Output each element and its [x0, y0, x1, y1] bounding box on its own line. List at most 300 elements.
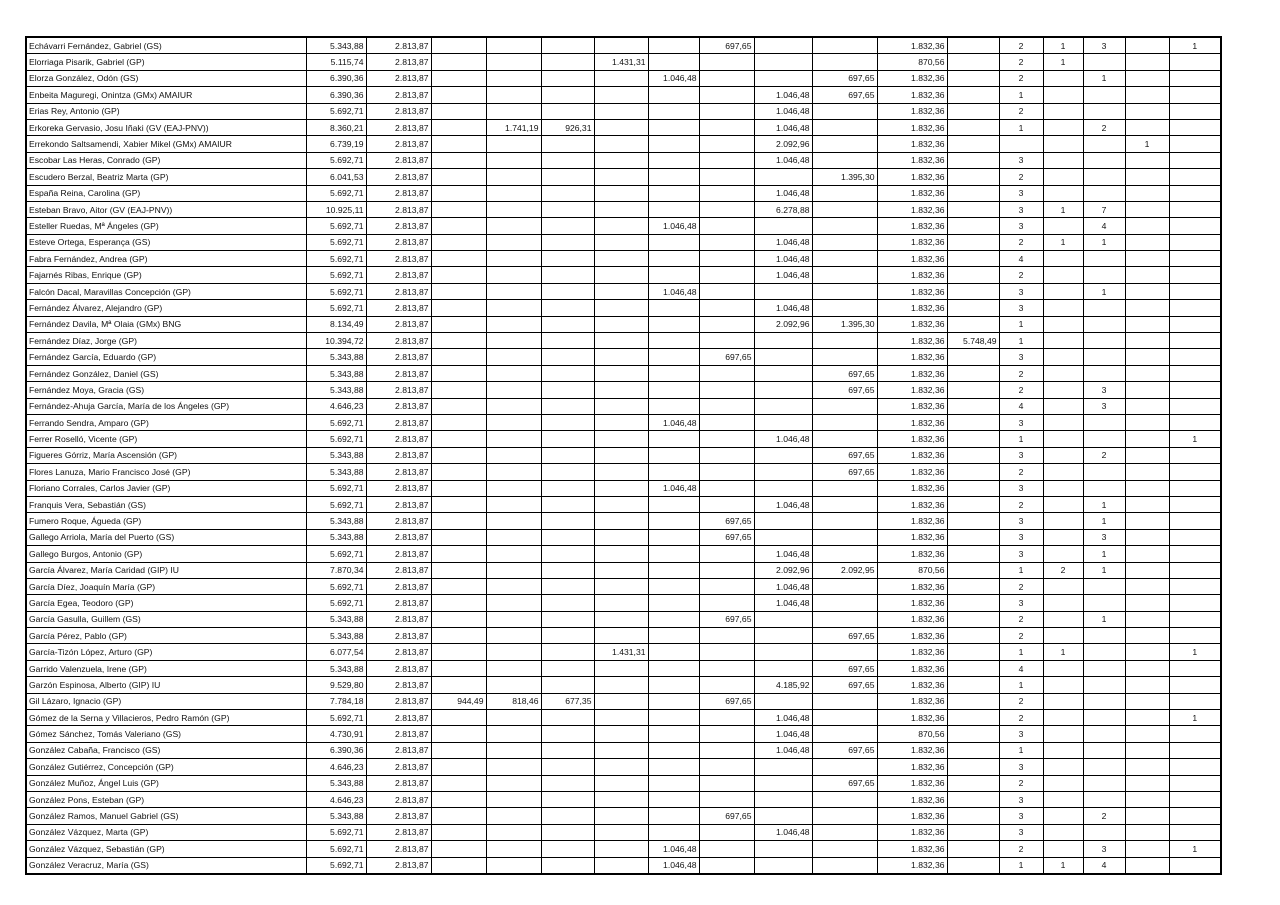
value-cell-col-8 [699, 218, 754, 234]
value-cell-col-16 [1125, 496, 1169, 512]
value-cell-col-16 [1125, 759, 1169, 775]
value-cell-col-4 [486, 54, 541, 70]
value-cell-col-11: 1.832,36 [877, 136, 947, 152]
deputy-name-cell: Floriano Corrales, Carlos Javier (GP) [26, 480, 306, 496]
value-cell-col-1: 5.692,71 [306, 480, 366, 496]
value-cell-col-4 [486, 546, 541, 562]
table-row [26, 152, 1221, 168]
value-cell-col-4 [486, 87, 541, 103]
value-cell-col-12 [947, 611, 999, 627]
deputy-name-cell: González Cabaña, Francisco (GS) [26, 742, 306, 758]
value-cell-col-12 [947, 283, 999, 299]
value-cell-col-10 [812, 644, 877, 660]
value-cell-col-3 [431, 660, 486, 676]
value-cell-col-16 [1125, 300, 1169, 316]
value-cell-col-17 [1169, 382, 1221, 398]
value-cell-col-13: 3 [999, 218, 1043, 234]
value-cell-col-7 [648, 578, 699, 594]
value-cell-col-7 [648, 136, 699, 152]
value-cell-col-3 [431, 464, 486, 480]
value-cell-col-8 [699, 496, 754, 512]
value-cell-col-5 [541, 595, 594, 611]
value-cell-col-11: 1.832,36 [877, 480, 947, 496]
value-cell-col-7 [648, 791, 699, 807]
value-cell-col-2: 2.813,87 [366, 693, 431, 709]
value-cell-col-12 [947, 824, 999, 840]
value-cell-col-12 [947, 37, 999, 54]
value-cell-col-8 [699, 414, 754, 430]
value-cell-col-12 [947, 644, 999, 660]
value-cell-col-7: 1.046,48 [648, 480, 699, 496]
value-cell-col-7 [648, 365, 699, 381]
value-cell-col-16 [1125, 611, 1169, 627]
value-cell-col-14 [1043, 546, 1083, 562]
value-cell-col-13: 3 [999, 185, 1043, 201]
value-cell-col-16 [1125, 152, 1169, 168]
value-cell-col-8 [699, 54, 754, 70]
value-cell-col-2: 2.813,87 [366, 808, 431, 824]
value-cell-col-10 [812, 103, 877, 119]
value-cell-col-2: 2.813,87 [366, 529, 431, 545]
value-cell-col-7 [648, 349, 699, 365]
value-cell-col-11: 1.832,36 [877, 398, 947, 414]
value-cell-col-5 [541, 742, 594, 758]
value-cell-col-7 [648, 742, 699, 758]
value-cell-col-1: 5.692,71 [306, 414, 366, 430]
value-cell-col-3 [431, 398, 486, 414]
value-cell-col-1: 5.692,71 [306, 103, 366, 119]
value-cell-col-13: 2 [999, 775, 1043, 791]
value-cell-col-3 [431, 152, 486, 168]
value-cell-col-6 [594, 513, 648, 529]
value-cell-col-2: 2.813,87 [366, 677, 431, 693]
value-cell-col-4 [486, 628, 541, 644]
value-cell-col-8 [699, 300, 754, 316]
value-cell-col-6 [594, 218, 648, 234]
value-cell-col-10 [812, 119, 877, 135]
value-cell-col-3 [431, 513, 486, 529]
value-cell-col-16 [1125, 513, 1169, 529]
value-cell-col-1: 5.692,71 [306, 251, 366, 267]
value-cell-col-2: 2.813,87 [366, 398, 431, 414]
value-cell-col-2: 2.813,87 [366, 87, 431, 103]
value-cell-col-15: 4 [1083, 857, 1125, 874]
value-cell-col-4 [486, 496, 541, 512]
value-cell-col-16 [1125, 185, 1169, 201]
value-cell-col-10 [812, 759, 877, 775]
value-cell-col-17 [1169, 824, 1221, 840]
value-cell-col-3 [431, 611, 486, 627]
deputy-name-cell: González Ramos, Manuel Gabriel (GS) [26, 808, 306, 824]
value-cell-col-7 [648, 464, 699, 480]
value-cell-col-15 [1083, 742, 1125, 758]
value-cell-col-4 [486, 841, 541, 857]
value-cell-col-5 [541, 464, 594, 480]
table-row [26, 54, 1221, 70]
value-cell-col-9 [754, 447, 812, 463]
value-cell-col-4: 1.741,19 [486, 119, 541, 135]
value-cell-col-4 [486, 578, 541, 594]
deputy-name-cell: Escudero Berzal, Beatriz Marta (GP) [26, 169, 306, 185]
value-cell-col-15: 3 [1083, 37, 1125, 54]
value-cell-col-6 [594, 169, 648, 185]
value-cell-col-6 [594, 546, 648, 562]
value-cell-col-3 [431, 365, 486, 381]
value-cell-col-2: 2.813,87 [366, 595, 431, 611]
value-cell-col-1: 4.646,23 [306, 398, 366, 414]
value-cell-col-14 [1043, 710, 1083, 726]
value-cell-col-8: 697,65 [699, 37, 754, 54]
value-cell-col-12 [947, 578, 999, 594]
value-cell-col-7 [648, 201, 699, 217]
value-cell-col-5 [541, 611, 594, 627]
value-cell-col-13: 2 [999, 37, 1043, 54]
deputy-name-cell: Erias Rey, Antonio (GP) [26, 103, 306, 119]
value-cell-col-10 [812, 808, 877, 824]
value-cell-col-4 [486, 333, 541, 349]
value-cell-col-11: 1.832,36 [877, 710, 947, 726]
value-cell-col-7 [648, 152, 699, 168]
value-cell-col-9 [754, 283, 812, 299]
value-cell-col-11: 1.832,36 [877, 660, 947, 676]
value-cell-col-5 [541, 201, 594, 217]
value-cell-col-15 [1083, 710, 1125, 726]
table-row [26, 578, 1221, 594]
deputy-name-cell: Fernández Díaz, Jorge (GP) [26, 333, 306, 349]
value-cell-col-5 [541, 759, 594, 775]
value-cell-col-17 [1169, 365, 1221, 381]
value-cell-col-10: 1.395,30 [812, 169, 877, 185]
value-cell-col-16 [1125, 431, 1169, 447]
value-cell-col-6 [594, 316, 648, 332]
value-cell-col-13: 3 [999, 349, 1043, 365]
value-cell-col-17 [1169, 267, 1221, 283]
value-cell-col-15 [1083, 333, 1125, 349]
value-cell-col-8: 697,65 [699, 611, 754, 627]
value-cell-col-16 [1125, 464, 1169, 480]
value-cell-col-9: 1.046,48 [754, 251, 812, 267]
value-cell-col-17 [1169, 70, 1221, 86]
value-cell-col-7 [648, 759, 699, 775]
value-cell-col-10: 697,65 [812, 660, 877, 676]
value-cell-col-9: 1.046,48 [754, 824, 812, 840]
value-cell-col-12 [947, 382, 999, 398]
value-cell-col-8: 697,65 [699, 529, 754, 545]
value-cell-col-7 [648, 54, 699, 70]
value-cell-col-17 [1169, 808, 1221, 824]
value-cell-col-5 [541, 775, 594, 791]
deputy-name-cell: González Vázquez, Sebastián (GP) [26, 841, 306, 857]
value-cell-col-10: 697,65 [812, 447, 877, 463]
value-cell-col-6 [594, 562, 648, 578]
value-cell-col-7 [648, 513, 699, 529]
value-cell-col-12 [947, 710, 999, 726]
value-cell-col-13: 1 [999, 677, 1043, 693]
value-cell-col-11: 1.832,36 [877, 234, 947, 250]
value-cell-col-11: 1.832,36 [877, 742, 947, 758]
value-cell-col-8 [699, 365, 754, 381]
value-cell-col-1: 5.343,88 [306, 529, 366, 545]
value-cell-col-6 [594, 300, 648, 316]
table-row [26, 791, 1221, 807]
value-cell-col-5 [541, 660, 594, 676]
value-cell-col-5 [541, 677, 594, 693]
value-cell-col-7 [648, 87, 699, 103]
value-cell-col-13: 4 [999, 251, 1043, 267]
value-cell-col-2: 2.813,87 [366, 152, 431, 168]
value-cell-col-7 [648, 300, 699, 316]
value-cell-col-5 [541, 578, 594, 594]
value-cell-col-1: 7.870,34 [306, 562, 366, 578]
value-cell-col-8 [699, 578, 754, 594]
deputy-name-cell: Fumero Roque, Águeda (GP) [26, 513, 306, 529]
value-cell-col-15 [1083, 726, 1125, 742]
value-cell-col-15: 2 [1083, 808, 1125, 824]
value-cell-col-12 [947, 136, 999, 152]
value-cell-col-16 [1125, 169, 1169, 185]
value-cell-col-12 [947, 169, 999, 185]
value-cell-col-6 [594, 185, 648, 201]
value-cell-col-1: 5.343,88 [306, 513, 366, 529]
value-cell-col-13: 3 [999, 300, 1043, 316]
value-cell-col-1: 5.692,71 [306, 578, 366, 594]
value-cell-col-2: 2.813,87 [366, 103, 431, 119]
value-cell-col-13: 1 [999, 119, 1043, 135]
value-cell-col-17 [1169, 611, 1221, 627]
value-cell-col-7: 1.046,48 [648, 218, 699, 234]
value-cell-col-13: 2 [999, 382, 1043, 398]
value-cell-col-8 [699, 152, 754, 168]
value-cell-col-17 [1169, 300, 1221, 316]
value-cell-col-6 [594, 382, 648, 398]
value-cell-col-15: 1 [1083, 234, 1125, 250]
value-cell-col-7 [648, 808, 699, 824]
value-cell-col-13: 3 [999, 201, 1043, 217]
value-cell-col-8 [699, 677, 754, 693]
deputy-name-cell: España Reina, Carolina (GP) [26, 185, 306, 201]
value-cell-col-7 [648, 546, 699, 562]
value-cell-col-14 [1043, 595, 1083, 611]
value-cell-col-12 [947, 496, 999, 512]
value-cell-col-8: 697,65 [699, 693, 754, 709]
value-cell-col-10 [812, 480, 877, 496]
value-cell-col-1: 5.115,74 [306, 54, 366, 70]
value-cell-col-16 [1125, 267, 1169, 283]
value-cell-col-6 [594, 857, 648, 874]
value-cell-col-5 [541, 398, 594, 414]
value-cell-col-5 [541, 333, 594, 349]
value-cell-col-8 [699, 644, 754, 660]
value-cell-col-3 [431, 546, 486, 562]
value-cell-col-14: 1 [1043, 201, 1083, 217]
table-row [26, 70, 1221, 86]
value-cell-col-9: 1.046,48 [754, 300, 812, 316]
value-cell-col-3 [431, 54, 486, 70]
value-cell-col-6 [594, 480, 648, 496]
value-cell-col-2: 2.813,87 [366, 742, 431, 758]
value-cell-col-9 [754, 660, 812, 676]
deputy-name-cell: Fajarnés Ribas, Enrique (GP) [26, 267, 306, 283]
value-cell-col-11: 1.832,36 [877, 824, 947, 840]
value-cell-col-12 [947, 693, 999, 709]
value-cell-col-5 [541, 283, 594, 299]
value-cell-col-8 [699, 333, 754, 349]
value-cell-col-14 [1043, 742, 1083, 758]
value-cell-col-14: 1 [1043, 37, 1083, 54]
value-cell-col-7 [648, 103, 699, 119]
value-cell-col-14 [1043, 398, 1083, 414]
value-cell-col-2: 2.813,87 [366, 218, 431, 234]
table-row [26, 333, 1221, 349]
value-cell-col-3 [431, 103, 486, 119]
table-row [26, 496, 1221, 512]
value-cell-col-17 [1169, 283, 1221, 299]
value-cell-col-3 [431, 169, 486, 185]
value-cell-col-15: 1 [1083, 496, 1125, 512]
value-cell-col-1: 5.692,71 [306, 595, 366, 611]
deputy-name-cell: Garrido Valenzuela, Irene (GP) [26, 660, 306, 676]
value-cell-col-3 [431, 333, 486, 349]
value-cell-col-11: 1.832,36 [877, 185, 947, 201]
value-cell-col-10 [812, 414, 877, 430]
value-cell-col-9 [754, 759, 812, 775]
value-cell-col-5 [541, 824, 594, 840]
value-cell-col-2: 2.813,87 [366, 234, 431, 250]
value-cell-col-2: 2.813,87 [366, 365, 431, 381]
value-cell-col-4 [486, 726, 541, 742]
value-cell-col-2: 2.813,87 [366, 70, 431, 86]
value-cell-col-6 [594, 414, 648, 430]
value-cell-col-1: 6.077,54 [306, 644, 366, 660]
value-cell-col-1: 5.692,71 [306, 300, 366, 316]
value-cell-col-1: 5.343,88 [306, 808, 366, 824]
value-cell-col-16 [1125, 841, 1169, 857]
value-cell-col-5 [541, 857, 594, 874]
value-cell-col-6 [594, 464, 648, 480]
value-cell-col-7 [648, 398, 699, 414]
deputy-name-cell: Figueres Górriz, María Ascensión (GP) [26, 447, 306, 463]
value-cell-col-11: 870,56 [877, 726, 947, 742]
value-cell-col-4 [486, 218, 541, 234]
value-cell-col-9: 1.046,48 [754, 152, 812, 168]
value-cell-col-17 [1169, 152, 1221, 168]
value-cell-col-5 [541, 480, 594, 496]
value-cell-col-16 [1125, 628, 1169, 644]
value-cell-col-11: 1.832,36 [877, 349, 947, 365]
deputy-name-cell: Gil Lázaro, Ignacio (GP) [26, 693, 306, 709]
value-cell-col-13: 2 [999, 169, 1043, 185]
value-cell-col-15 [1083, 628, 1125, 644]
value-cell-col-14 [1043, 660, 1083, 676]
value-cell-col-10 [812, 791, 877, 807]
value-cell-col-14 [1043, 693, 1083, 709]
value-cell-col-11: 1.832,36 [877, 37, 947, 54]
value-cell-col-15: 3 [1083, 382, 1125, 398]
value-cell-col-7 [648, 251, 699, 267]
value-cell-col-11: 1.832,36 [877, 251, 947, 267]
value-cell-col-15: 3 [1083, 529, 1125, 545]
value-cell-col-7 [648, 234, 699, 250]
value-cell-col-14 [1043, 414, 1083, 430]
value-cell-col-11: 1.832,36 [877, 529, 947, 545]
value-cell-col-7: 1.046,48 [648, 857, 699, 874]
value-cell-col-1: 6.390,36 [306, 70, 366, 86]
value-cell-col-12 [947, 234, 999, 250]
value-cell-col-16 [1125, 398, 1169, 414]
table-row [26, 267, 1221, 283]
value-cell-col-3 [431, 562, 486, 578]
value-cell-col-10 [812, 234, 877, 250]
value-cell-col-8 [699, 234, 754, 250]
value-cell-col-16 [1125, 87, 1169, 103]
value-cell-col-8 [699, 185, 754, 201]
value-cell-col-2: 2.813,87 [366, 578, 431, 594]
value-cell-col-1: 6.390,36 [306, 87, 366, 103]
value-cell-col-7 [648, 726, 699, 742]
value-cell-col-10: 697,65 [812, 464, 877, 480]
data-table [25, 36, 1222, 875]
value-cell-col-12 [947, 218, 999, 234]
value-cell-col-17 [1169, 480, 1221, 496]
value-cell-col-14 [1043, 759, 1083, 775]
value-cell-col-8 [699, 70, 754, 86]
value-cell-col-9: 2.092,96 [754, 316, 812, 332]
value-cell-col-4: 818,46 [486, 693, 541, 709]
value-cell-col-15 [1083, 775, 1125, 791]
value-cell-col-2: 2.813,87 [366, 283, 431, 299]
value-cell-col-14 [1043, 841, 1083, 857]
value-cell-col-17 [1169, 693, 1221, 709]
table-row [26, 710, 1221, 726]
value-cell-col-17 [1169, 546, 1221, 562]
value-cell-col-3 [431, 382, 486, 398]
value-cell-col-1: 5.692,71 [306, 710, 366, 726]
value-cell-col-13: 2 [999, 103, 1043, 119]
table-row [26, 857, 1221, 874]
value-cell-col-11: 1.832,36 [877, 414, 947, 430]
value-cell-col-14 [1043, 87, 1083, 103]
value-cell-col-10 [812, 841, 877, 857]
value-cell-col-13: 1 [999, 644, 1043, 660]
value-cell-col-2: 2.813,87 [366, 464, 431, 480]
value-cell-col-13: 2 [999, 234, 1043, 250]
table-row [26, 726, 1221, 742]
value-cell-col-13: 3 [999, 513, 1043, 529]
value-cell-col-16 [1125, 414, 1169, 430]
value-cell-col-13: 2 [999, 54, 1043, 70]
value-cell-col-8 [699, 660, 754, 676]
value-cell-col-3 [431, 316, 486, 332]
value-cell-col-9: 1.046,48 [754, 726, 812, 742]
value-cell-col-16 [1125, 54, 1169, 70]
value-cell-col-5 [541, 267, 594, 283]
value-cell-col-4 [486, 365, 541, 381]
deputy-name-cell: González Pons, Esteban (GP) [26, 791, 306, 807]
value-cell-col-12 [947, 431, 999, 447]
table-row [26, 562, 1221, 578]
value-cell-col-17 [1169, 234, 1221, 250]
value-cell-col-9 [754, 611, 812, 627]
value-cell-col-2: 2.813,87 [366, 759, 431, 775]
value-cell-col-8 [699, 775, 754, 791]
value-cell-col-11: 1.832,36 [877, 218, 947, 234]
value-cell-col-10 [812, 349, 877, 365]
value-cell-col-5 [541, 808, 594, 824]
value-cell-col-4 [486, 103, 541, 119]
value-cell-col-5: 677,35 [541, 693, 594, 709]
value-cell-col-4 [486, 513, 541, 529]
value-cell-col-16 [1125, 382, 1169, 398]
